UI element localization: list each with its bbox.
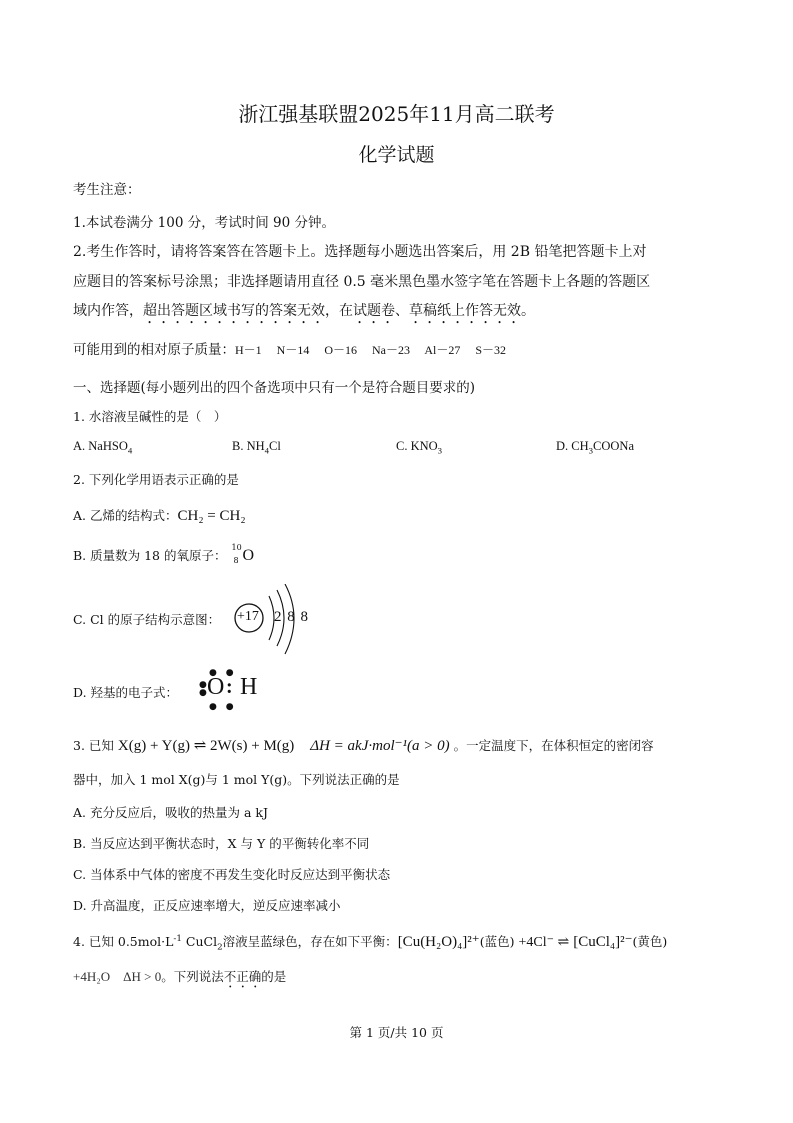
option-text: B. 质量数为 18 的氧原子： xyxy=(73,548,227,563)
notice-text: 。 xyxy=(521,303,535,319)
enthalpy-change: ΔH = akJ·mol⁻¹(a > 0) xyxy=(310,738,450,754)
option-text: Cl xyxy=(269,439,281,453)
question-1-stem: 1. 水溶液呈碱性的是（ ） xyxy=(73,409,227,424)
stem-text: CuCl xyxy=(181,934,218,949)
stem-text: 4. 已知 0.5mol·L xyxy=(73,934,174,949)
notice-text: 域内作答， xyxy=(73,303,143,319)
question-1-option-a[interactable] xyxy=(73,439,132,454)
question-2-option-d[interactable]: D. 羟基的电子式： xyxy=(73,685,179,700)
subscript: 3 xyxy=(588,445,594,456)
question-3-stem-line-2: 器中，加入 1 mol X(g)与 1 mol Y(g)。下列说法正确的是 xyxy=(73,772,400,787)
notice-item-2-line-3 xyxy=(73,300,535,327)
notice-item-2-line-2: 应题目的答案标号涂黑；非选择题请用直径 0.5 毫米黑色墨水签字笔在答题卡上各题的答题区 xyxy=(73,274,651,290)
stem-text: 的是 xyxy=(261,969,287,984)
question-2-option-c[interactable]: C. Cl 的原子结构示意图： xyxy=(73,612,221,627)
atomic-mass-line xyxy=(73,338,506,358)
emphasis-text: 草稿纸上作答无效 xyxy=(409,303,521,319)
tetraaqua-copper-complex: [Cu(H₂O)₄]²⁺ xyxy=(397,934,480,950)
question-2-option-a[interactable] xyxy=(73,506,246,525)
notice-text: 、 xyxy=(395,303,409,319)
notice-text: ，在 xyxy=(325,303,353,319)
question-4-stem-line-2 xyxy=(73,966,286,991)
subscript: 3 xyxy=(437,445,443,456)
element-symbol: O xyxy=(242,547,255,564)
water-enthalpy-formula: +4H₂O ΔH > 0 xyxy=(73,969,162,984)
option-text: A. 乙烯的结构式： xyxy=(73,508,178,523)
nucleus-charge: +17 xyxy=(237,609,259,624)
bonding-pair: : xyxy=(226,676,233,698)
stem-text: 溶液呈蓝绿色，存在如下平衡： xyxy=(222,934,398,949)
question-3-option-b[interactable]: B. 当反应达到平衡状态时，X 与 Y 的平衡转化率不同 xyxy=(73,836,370,851)
page-number: 第 1 页/共 10 页 xyxy=(349,1025,444,1040)
stem-text: 3. 已知 xyxy=(73,738,114,753)
emphasis-text: 试题卷 xyxy=(353,303,395,319)
atomic-number: 8 xyxy=(233,556,239,565)
atomic-mass-label: 可能用到的相对原子质量： xyxy=(73,342,235,358)
shell-electrons: 2 8 8 xyxy=(274,609,309,625)
option-text: C. KNO xyxy=(396,439,438,453)
color-label: (黄色) xyxy=(632,934,668,949)
subscript: 4 xyxy=(264,445,270,456)
atomic-mass-values: H－1 N－14 O－16 Na－23 Al－27 S－32 xyxy=(235,343,507,357)
subscript: 4 xyxy=(127,445,133,456)
option-text: B. NH xyxy=(232,439,265,453)
exam-title: 浙江强基联盟2025年11月高二联考 xyxy=(238,102,555,126)
hydrogen-symbol: H xyxy=(240,674,258,700)
hydroxyl-electron-formula xyxy=(196,668,276,714)
subscript: 2 xyxy=(217,942,223,953)
question-1-option-d[interactable] xyxy=(556,439,634,454)
electron-dots-left: ● ● xyxy=(199,680,207,698)
notice-item-1: 1.本试卷满分 100 分，考试时间 90 分钟。 xyxy=(73,215,335,231)
electron-dots-bottom: ● ● xyxy=(209,702,237,712)
question-1-option-b[interactable] xyxy=(232,439,281,454)
emphasis-text: 超出答题区域书写的答案无效 xyxy=(143,303,325,319)
superscript: -1 xyxy=(173,933,182,944)
question-3-option-a[interactable]: A. 充分反应后，吸收的热量为 a kJ xyxy=(73,805,268,820)
section-heading: 一、选择题(每小题列出的四个备选项中只有一个是符合题目要求的) xyxy=(73,380,476,396)
stem-text: 。下列说法 xyxy=(161,969,224,984)
question-2-stem: 2. 下列化学用语表示正确的是 xyxy=(73,472,239,487)
option-text: D. CH xyxy=(556,439,589,453)
question-3-stem-line-1 xyxy=(73,736,654,755)
question-3-option-c[interactable]: C. 当体系中气体的密度不再发生变化时反应达到平衡状态 xyxy=(73,867,391,882)
ethylene-formula: CH₂ = CH₂ xyxy=(177,508,246,524)
chloride-equilibrium: +4Cl⁻ ⇌ xyxy=(518,935,570,950)
option-text: A. NaHSO xyxy=(73,439,128,453)
isotope-notation xyxy=(230,543,246,566)
electron-dots-top: ● ● xyxy=(209,668,237,678)
question-3-option-d[interactable]: D. 升高温度，正反应速率增大，逆反应速率减小 xyxy=(73,898,341,913)
notice-item-2-line-1: 2.考生作答时，请将答案答在答题卡上。选择题每小题选出答案后，用 2B 铅笔把答题卡上对 xyxy=(73,244,647,260)
oxygen-symbol: O xyxy=(207,674,225,700)
question-2-option-b[interactable] xyxy=(73,543,255,566)
question-4-stem-line-1 xyxy=(73,932,667,951)
emphasis-text: 不正确 xyxy=(223,969,262,984)
option-text: COONa xyxy=(593,439,634,453)
mass-number: 10 xyxy=(231,543,242,552)
reaction-equation: X(g) + Y(g) ⇌ 2W(s) + M(g) xyxy=(117,738,295,754)
color-label: (蓝色) xyxy=(479,934,515,949)
stem-text: 。一定温度下，在体积恒定的密闭容 xyxy=(453,738,654,753)
notice-heading: 考生注意： xyxy=(73,182,141,198)
exam-subject: 化学试题 xyxy=(358,144,435,166)
tetrachlorocuprate-complex: [CuCl₄]²⁻ xyxy=(573,934,633,950)
question-1-option-c[interactable] xyxy=(396,439,442,454)
